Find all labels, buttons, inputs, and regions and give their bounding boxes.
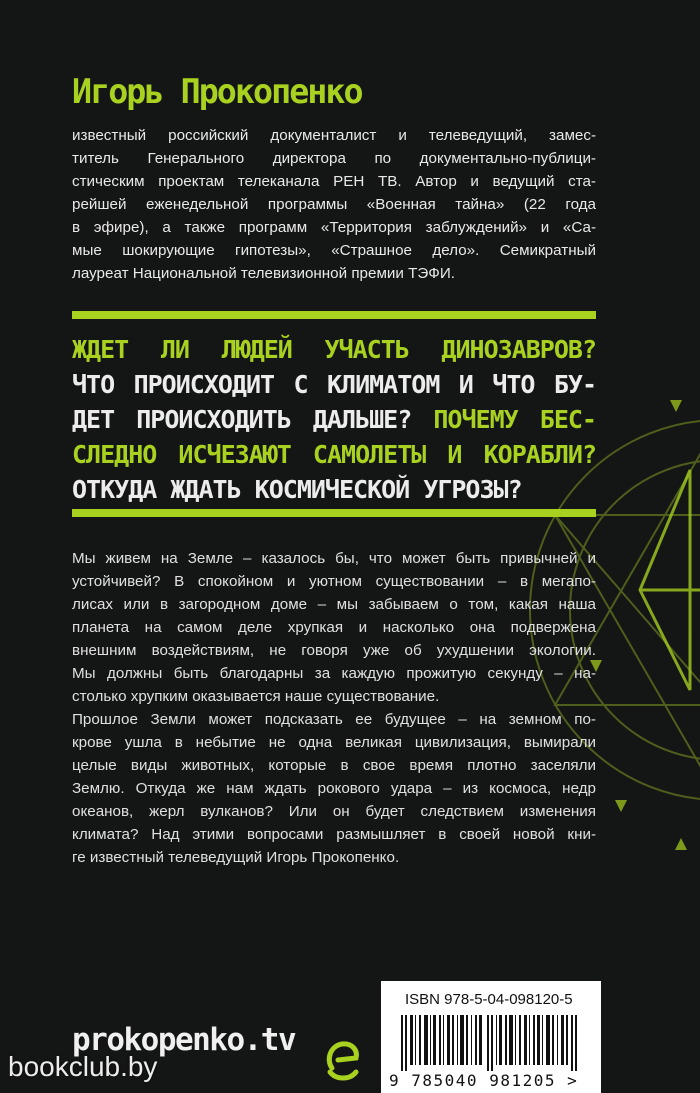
- description-line: планета на самом деле хрупкая и насколько она подвержена: [72, 619, 596, 636]
- question-segment: ПОЧЕМУ БЕС-: [433, 405, 596, 434]
- description-line: устойчивей? В спокойном и уютном существовании – в мегапо-: [72, 573, 596, 590]
- description-line: внешним воздействиям, не говоря уже об ухудшении экологии.: [72, 642, 596, 659]
- bottom-divider: [72, 509, 596, 517]
- description-line: целые виды животных, которые в свое время плотно заселяли: [72, 757, 596, 774]
- author-name: Игорь Прокопенко: [72, 72, 362, 112]
- website-url[interactable]: prokopenko.tv: [72, 1022, 296, 1058]
- question-line: ЖДЕТ ЛИ ЛЮДЕЙ УЧАСТЬ ДИНОЗАВРОВ?: [72, 335, 596, 364]
- questions-block: [72, 332, 596, 507]
- question-segment: ДЕТ ПРОИСХОДИТЬ ДАЛЬШЕ?: [72, 405, 412, 434]
- description-line: ге известный телеведущий Игорь Прокопенко.: [72, 849, 400, 866]
- barcode-icon: [401, 1015, 581, 1071]
- description-line: столько хрупким оказывается наше существование.: [72, 688, 440, 705]
- barcode-digits: 9 785040 981205 >: [389, 1071, 579, 1090]
- bio-line: стическим проектам телеканала РЕН ТВ. Автор и ведущий ста-: [72, 173, 596, 190]
- top-divider: [72, 311, 596, 319]
- barcode-panel: [381, 981, 601, 1093]
- question-line: [72, 402, 596, 437]
- book-description: [72, 547, 596, 869]
- bio-line: в эфире), а также программ «Территория заблуждений» и «Са-: [72, 219, 596, 236]
- watermark-text: bookclub.by: [8, 1051, 158, 1082]
- eksmo-logo-icon: [322, 1038, 362, 1082]
- description-line: океанов, жерл вулканов? Или он будет следствием изменения: [72, 803, 596, 820]
- question-line: ОТКУДА ЖДАТЬ КОСМИЧЕСКОЙ УГРОЗЫ?: [72, 475, 522, 504]
- isbn-label: ISBN 978-5-04-098120-5: [405, 991, 573, 1008]
- description-line: лисах или в загородном доме – мы забываем о том, какая наша: [72, 596, 596, 613]
- question-line: ЧТО ПРОИСХОДИТ С КЛИМАТОМ И ЧТО БУ-: [72, 370, 596, 399]
- description-line: Прошлое Земли может подсказать ее будущее – на земном по-: [72, 711, 596, 728]
- author-bio: [72, 124, 596, 285]
- description-line: климата? Над этими вопросами размышляет в своей новой кни-: [72, 826, 596, 843]
- description-line: Землю. Откуда же нам ждать рокового удара – из космоса, недр: [72, 780, 596, 797]
- description-line: Мы живем на Земле – казалось бы, что может быть привычней и: [72, 550, 596, 567]
- bio-line: рейшей еженедельной программы «Военная тайна» (22 года: [72, 196, 596, 213]
- bio-line: лауреат Национальной телевизионной премии ТЭФИ.: [72, 265, 455, 282]
- bio-line: мые шокирующие гипотезы», «Страшное дело». Семикратный: [72, 242, 596, 259]
- description-line: Мы должны быть благодарны за каждую прожитую секунду – на-: [72, 665, 596, 682]
- bio-line: титель Генерального директора по документально-публици-: [72, 150, 596, 167]
- bio-line: известный российский документалист и телеведущий, замес-: [72, 127, 596, 144]
- question-line: СЛЕДНО ИСЧЕЗАЮТ САМОЛЕТЫ И КОРАБЛИ?: [72, 440, 596, 469]
- description-line: крове ушла в небытие не одна великая цивилизация, вымирали: [72, 734, 596, 751]
